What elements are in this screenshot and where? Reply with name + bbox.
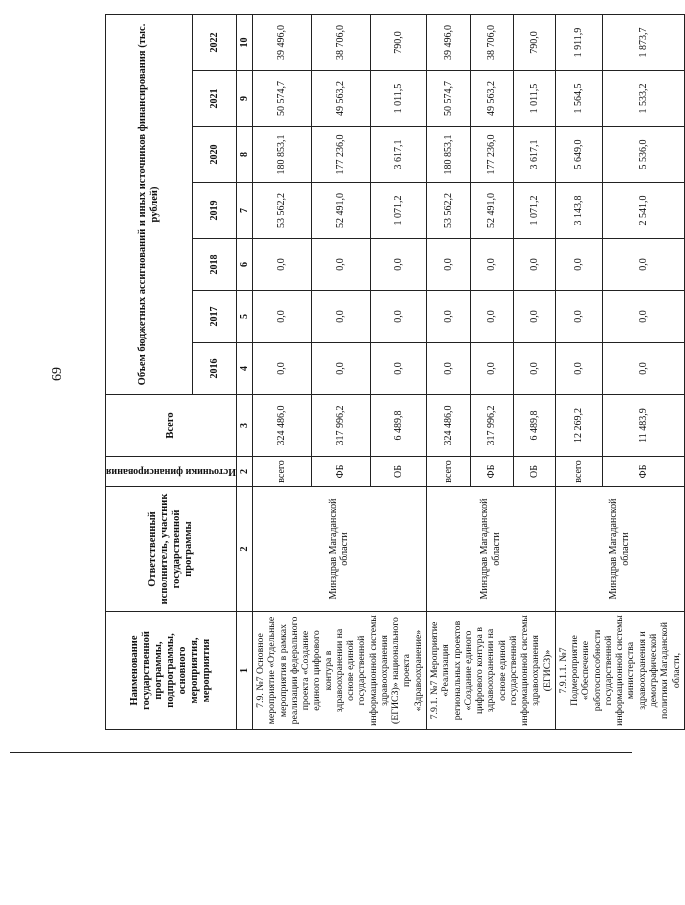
executor-name: Минздрав Магаданской области [426,487,555,612]
year-value: 2 541,0 [602,183,684,239]
year-value: 49 563,2 [471,71,513,127]
year-value: 53 562,2 [426,183,470,239]
year-value: 5 536,0 [602,127,684,183]
year-value: 0,0 [471,239,513,291]
total-value: 11 483,9 [602,395,684,457]
year-value: 0,0 [513,291,555,343]
program-item-name: 7.9.1.1. №7 Подмероприятие «Обеспечение работоспособности государственной информационной системы министерства здравоохранения и демографической политики Магаданской области, [555,612,684,730]
rotated-table-area [105,15,682,730]
source-label: всего [426,457,470,487]
source-label: ОБ [513,457,555,487]
year-value: 38 706,0 [311,15,370,71]
year-value: 0,0 [311,291,370,343]
year-value: 52 491,0 [311,183,370,239]
year-value: 0,0 [252,291,311,343]
funding-table [105,14,685,730]
year-header: 2020 [193,127,237,183]
year-value: 0,0 [555,239,602,291]
year-value: 3 617,1 [513,127,555,183]
year-value: 1 533,2 [602,71,684,127]
header-total: Всего [106,395,237,457]
year-value: 1 873,7 [602,15,684,71]
total-value: 317 996,2 [471,395,513,457]
column-number: 3 [236,395,252,457]
year-value: 0,0 [426,239,470,291]
year-value: 790,0 [513,15,555,71]
year-value: 1 911,9 [555,15,602,71]
column-number: 10 [236,15,252,71]
year-value: 39 496,0 [252,15,311,71]
column-number: 8 [236,127,252,183]
year-value: 1 071,2 [370,183,426,239]
column-number: 6 [236,239,252,291]
year-value: 0,0 [602,343,684,395]
total-value: 317 996,2 [311,395,370,457]
header-source: Источники финансирования [106,457,237,487]
column-number: 1 [236,612,252,730]
column-number: 7 [236,183,252,239]
column-number: 2 [236,457,252,487]
table-row [252,15,311,730]
year-value: 52 491,0 [471,183,513,239]
total-value: 6 489,8 [370,395,426,457]
source-label: всего [252,457,311,487]
year-value: 1 564,5 [555,71,602,127]
total-value: 324 486,0 [426,395,470,457]
column-number: 9 [236,71,252,127]
year-value: 0,0 [602,291,684,343]
year-value: 0,0 [471,291,513,343]
year-value: 5 649,0 [555,127,602,183]
year-value: 180 853,1 [426,127,470,183]
year-value: 1 011,5 [513,71,555,127]
year-header: 2016 [193,343,237,395]
year-value: 49 563,2 [311,71,370,127]
year-value: 3 617,1 [370,127,426,183]
source-label: ОБ [370,457,426,487]
total-value: 324 486,0 [252,395,311,457]
total-value: 12 269,2 [555,395,602,457]
year-value: 50 574,7 [252,71,311,127]
year-value: 0,0 [471,343,513,395]
year-value: 0,0 [513,343,555,395]
year-value: 0,0 [513,239,555,291]
year-value: 0,0 [252,239,311,291]
executor-name: Минздрав Магаданской области [555,487,684,612]
header-executor: Ответственный исполнитель, участник государственной программы [106,487,237,612]
year-value: 50 574,7 [426,71,470,127]
year-value: 0,0 [370,291,426,343]
program-item-name: 7.9.1. №7 Мероприятие «Реализация региональных проектов «Создание единого цифрового контура в здравоохранении на основе единой государственной информационной системы здравоохранения (ЕГИСЗ)» [426,612,555,730]
year-value: 38 706,0 [471,15,513,71]
year-header: 2019 [193,183,237,239]
year-value: 0,0 [602,239,684,291]
table-row [426,15,470,730]
program-item-name: 7.9. №7 Основное мероприятие «Отдельные мероприятия в рамках реализации федерального проекта «Создание единого цифрового контура в здравоохранении на основе единой государственной информационной системы здравоохранения (ЕГИСЗ)» национального проекта «Здравоохранение» [252,612,426,730]
year-header: 2021 [193,71,237,127]
year-value: 3 143,8 [555,183,602,239]
year-value: 0,0 [555,343,602,395]
page-divider [10,752,632,753]
year-value: 39 496,0 [426,15,470,71]
year-value: 1 071,2 [513,183,555,239]
column-number: 5 [236,291,252,343]
year-value: 0,0 [426,343,470,395]
table-row [555,15,602,730]
year-value: 0,0 [370,239,426,291]
year-value: 1 011,5 [370,71,426,127]
total-value: 6 489,8 [513,395,555,457]
year-value: 177 236,0 [471,127,513,183]
source-label: ФБ [471,457,513,487]
year-value: 790,0 [370,15,426,71]
year-header: 2017 [193,291,237,343]
year-value: 0,0 [370,343,426,395]
year-value: 0,0 [311,239,370,291]
year-value: 0,0 [311,343,370,395]
column-number: 4 [236,343,252,395]
year-value: 177 236,0 [311,127,370,183]
year-header: 2022 [193,15,237,71]
column-number: 2 [236,487,252,612]
source-label: ФБ [311,457,370,487]
year-value: 0,0 [252,343,311,395]
year-header: 2018 [193,239,237,291]
source-label: ФБ [602,457,684,487]
year-value: 180 853,1 [252,127,311,183]
year-value: 0,0 [555,291,602,343]
year-value: 53 562,2 [252,183,311,239]
header-name: Наименование государственной программы, подпрограммы, основного мероприятия, мероприятия [106,612,237,730]
executor-name: Минздрав Магаданской области [252,487,426,612]
page-number: 69 [50,367,65,381]
source-label: всего [555,457,602,487]
year-value: 0,0 [426,291,470,343]
header-funding-group: Объем бюджетных ассигнований и иных источников финансирования (тыс. рублей) [106,15,193,395]
